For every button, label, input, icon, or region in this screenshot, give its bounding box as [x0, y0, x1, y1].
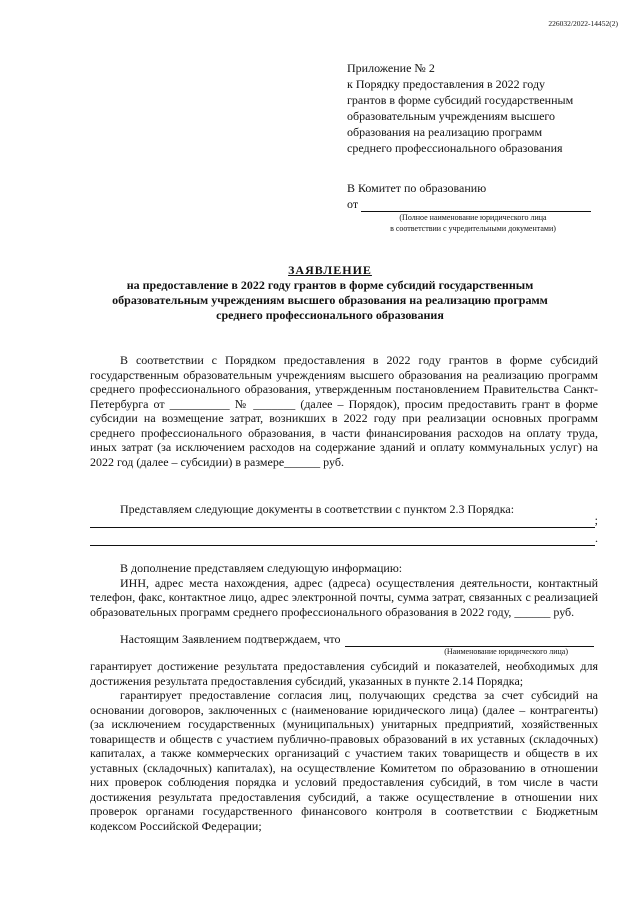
document-title — [90, 263, 570, 323]
addressee-block — [347, 180, 597, 234]
addressee-from-row — [347, 196, 597, 212]
paragraph-request — [90, 353, 598, 469]
addressee-hint-line: в соответствии с учредительными документами) — [390, 224, 556, 233]
title-subtitle: среднего профессионального образования — [216, 308, 444, 322]
paragraph-text: ИНН, адрес места нахождения, адрес (адреса) осуществления деятельности, контактный телефон, факс, контактное лицо, адрес электронной почты, сумма затрат, связанных с реализацией образовательных программ среднего профессионального образования в 2022 году, ______ руб. — [90, 575, 598, 619]
entity-name-hint: (Наименование юридического лица) — [444, 646, 568, 656]
addressee-hint-line: (Полное наименование юридического лица — [399, 213, 547, 222]
paragraph-text: В дополнение представляем следующую информацию: — [120, 561, 403, 575]
appendix-line: образовательным учреждениям высшего — [347, 109, 556, 123]
title-main: ЗАЯВЛЕНИЕ — [288, 263, 372, 277]
addressee-to: В Комитет по образованию — [347, 181, 487, 195]
documents-line-2 — [90, 531, 598, 546]
blank-line — [90, 544, 595, 546]
title-subtitle: образовательным учреждениям высшего образования на реализацию программ — [112, 293, 548, 307]
title-subtitle: на предоставление в 2022 году грантов в форме субсидий государственным — [126, 278, 534, 292]
appendix-line: Приложение № 2 — [347, 61, 435, 75]
document-number: 226032/2022-14452(2) — [548, 19, 618, 28]
appendix-line: к Порядку предоставления в 2022 году — [347, 77, 546, 91]
confirm-text: Настоящим Заявлением подтверждаем, что — [120, 632, 341, 646]
entity-name-line — [345, 634, 594, 647]
paragraph-text: В соответствии с Порядком предоставления в 2022 году грантов в форме субсидий государственным образовательным учреждениям высшего образования на реализацию программ среднего профессионального образования, утвержденным постановлением Правительства Санкт-Петербурга от __________ № _______ (далее – Порядок), просим предоставить грант в форме субсидии на возмещение затрат, возникших в 2022 году при реализации основных программ среднего профессионального образования, в части финансирования расходов на оплату труда, иных затрат (за исключением расходов на содержание зданий и оплату коммунальных услуг) на 2022 год (далее – субсидии) в размере______ руб. — [90, 353, 598, 469]
documents-line-1 — [90, 513, 598, 528]
appendix-header — [347, 60, 573, 156]
paragraph-guarantees — [90, 659, 598, 833]
addressee-from-line — [361, 199, 591, 212]
paragraph-text: Представляем следующие документы в соответствии с пунктом 2.3 Порядка: — [120, 502, 515, 516]
line-end-mark: . — [595, 531, 598, 545]
appendix-line: грантов в форме субсидий государственным — [347, 93, 574, 107]
paragraph-confirm-row — [90, 632, 598, 657]
appendix-line: образования на реализацию программ — [347, 125, 543, 139]
addressee-from-label: от — [347, 197, 359, 211]
paragraph-additional — [90, 561, 598, 619]
addressee-hint — [349, 212, 597, 234]
confirm-row — [90, 632, 598, 647]
paragraph-text: гарантирует предоставление согласия лиц, получающих средства за счет субсидий на основании договоров, заключенных с (наименование юридического лица) (далее – контрагенты) (за исключением государственных (муниципальных) унитарных предприятий, хозяйственных товариществ и обществ с участием публично-правовых образований в их уставных (складочных) капиталах, а также коммерческих организаций с участием таких товариществ и обществ в их уставных (складочных) капиталах), на осуществление Комитетом по образованию в отношении них проверок соблюдения порядка и условий предоставления субсидий, в том числе в части достижения результата предоставления субсидий, а также осуществление в отношении них проверок органами государственного финансового контроля в соответствии с Бюджетным кодексом Российской Федерации; — [90, 688, 598, 833]
appendix-line: среднего профессионального образования — [347, 141, 563, 155]
blank-line — [90, 526, 595, 528]
line-end-mark: ; — [594, 513, 598, 527]
paragraph-text: гарантирует достижение результата предоставления субсидий и показателей, необходимых для достижения результата предоставления субсидий, указанных в пункте 2.14 Порядка; — [90, 659, 598, 688]
